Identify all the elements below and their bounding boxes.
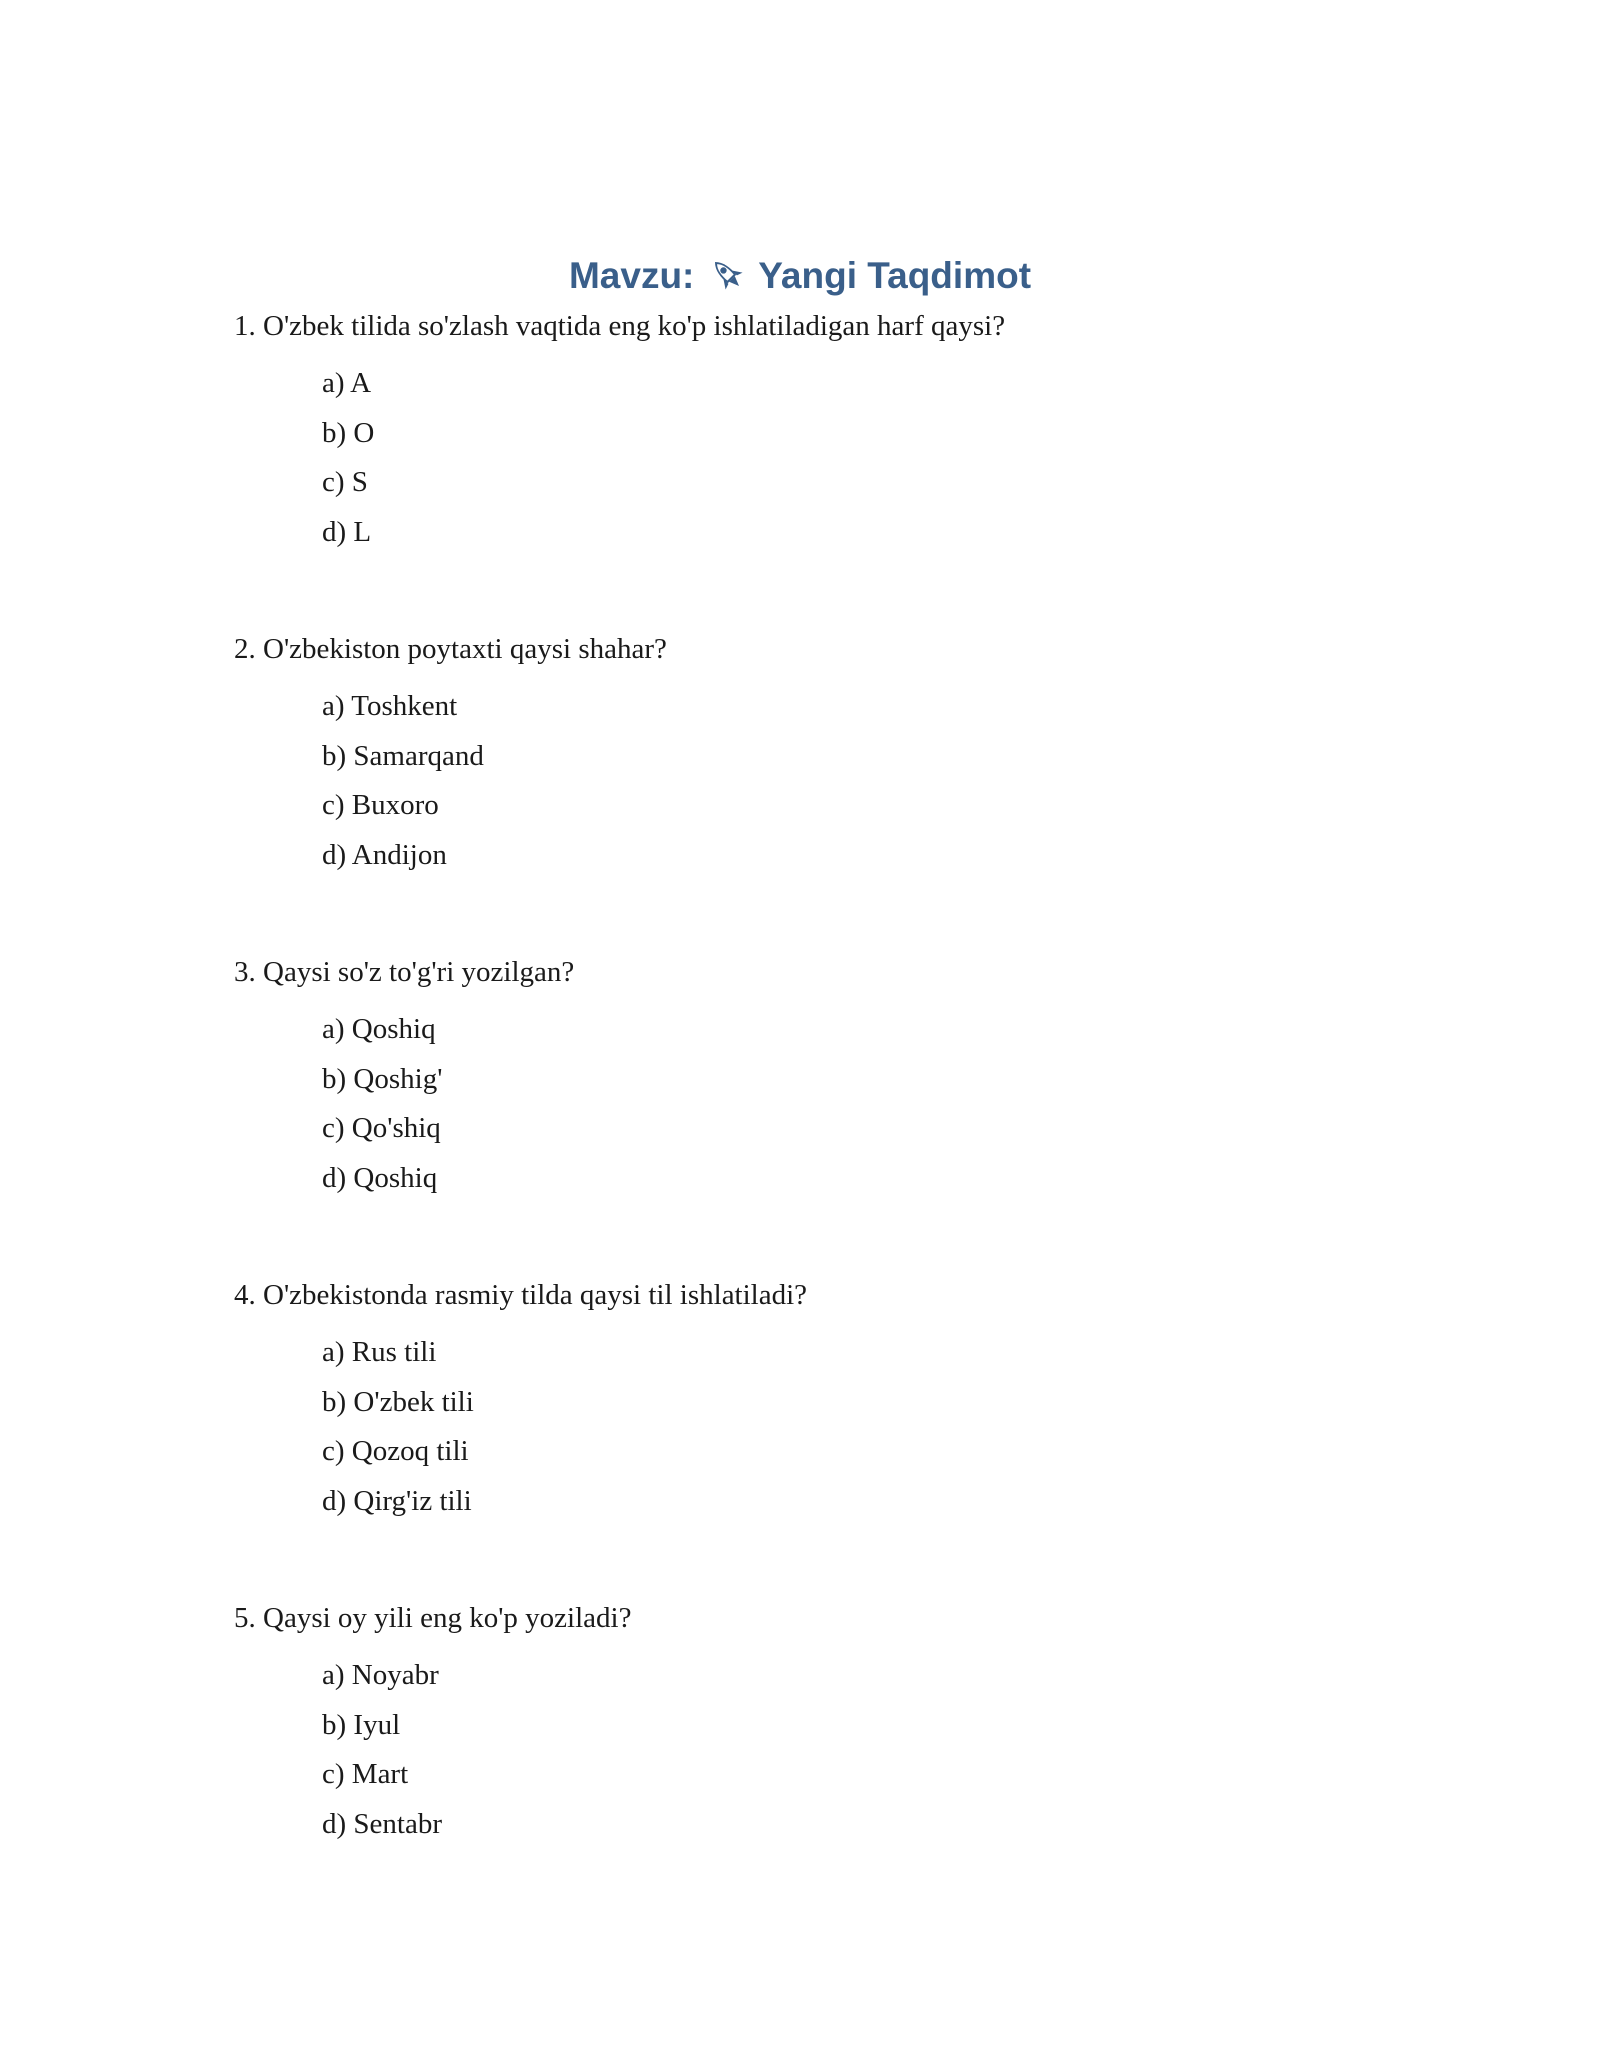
answer-option: b) Qoshig' [322, 1062, 443, 1095]
question-list [234, 306, 1434, 1921]
answer-option: b) O'zbek tili [322, 1385, 474, 1418]
question-text: 4. O'zbekistonda rasmiy tilda qaysi til ishlatiladi? [234, 1279, 808, 1311]
answer-option: a) Toshkent [322, 690, 458, 722]
question-item [234, 1598, 1434, 1921]
answer-option: d) Qoshiq [322, 1161, 438, 1194]
question-text: 1. O'zbek tilida so'zlash vaqtida eng ko'p ishlatiladigan harf qaysi? [234, 310, 1006, 342]
answer-option: d) Qirg'iz tili [322, 1484, 472, 1517]
answer-option: a) A [322, 367, 372, 399]
answer-options [234, 1009, 1434, 1207]
question-item [234, 306, 1434, 629]
answer-option: d) Andijon [322, 838, 447, 871]
title-text: Yangi Taqdimot [758, 255, 1032, 296]
question-item [234, 1275, 1434, 1598]
answer-option: a) Noyabr [322, 1659, 439, 1691]
answer-option: c) S [322, 466, 368, 498]
document-title [0, 248, 1600, 304]
title-prefix: Mavzu: [568, 255, 695, 296]
answer-option: c) Qo'shiq [322, 1112, 441, 1144]
answer-options [234, 363, 1434, 561]
answer-option: b) Samarqand [322, 739, 484, 772]
answer-option: d) Sentabr [322, 1807, 442, 1840]
answer-option: c) Qozoq tili [322, 1435, 469, 1467]
answer-option: a) Qoshiq [322, 1013, 436, 1045]
answer-option: b) O [322, 416, 375, 449]
question-item [234, 952, 1434, 1275]
answer-option: b) Iyul [322, 1708, 401, 1741]
answer-options [234, 1332, 1434, 1530]
answer-option: d) L [322, 515, 372, 548]
answer-options [234, 1655, 1434, 1853]
question-text: 5. Qaysi oy yili eng ko'p yoziladi? [234, 1602, 632, 1634]
rocket-icon [707, 254, 747, 294]
answer-options [234, 686, 1434, 884]
question-text: 2. O'zbekiston poytaxti qaysi shahar? [234, 633, 667, 665]
answer-option: c) Buxoro [322, 789, 439, 821]
question-item [234, 629, 1434, 952]
question-text: 3. Qaysi so'z to'g'ri yozilgan? [234, 956, 575, 988]
answer-option: c) Mart [322, 1758, 409, 1790]
answer-option: a) Rus tili [322, 1336, 437, 1368]
